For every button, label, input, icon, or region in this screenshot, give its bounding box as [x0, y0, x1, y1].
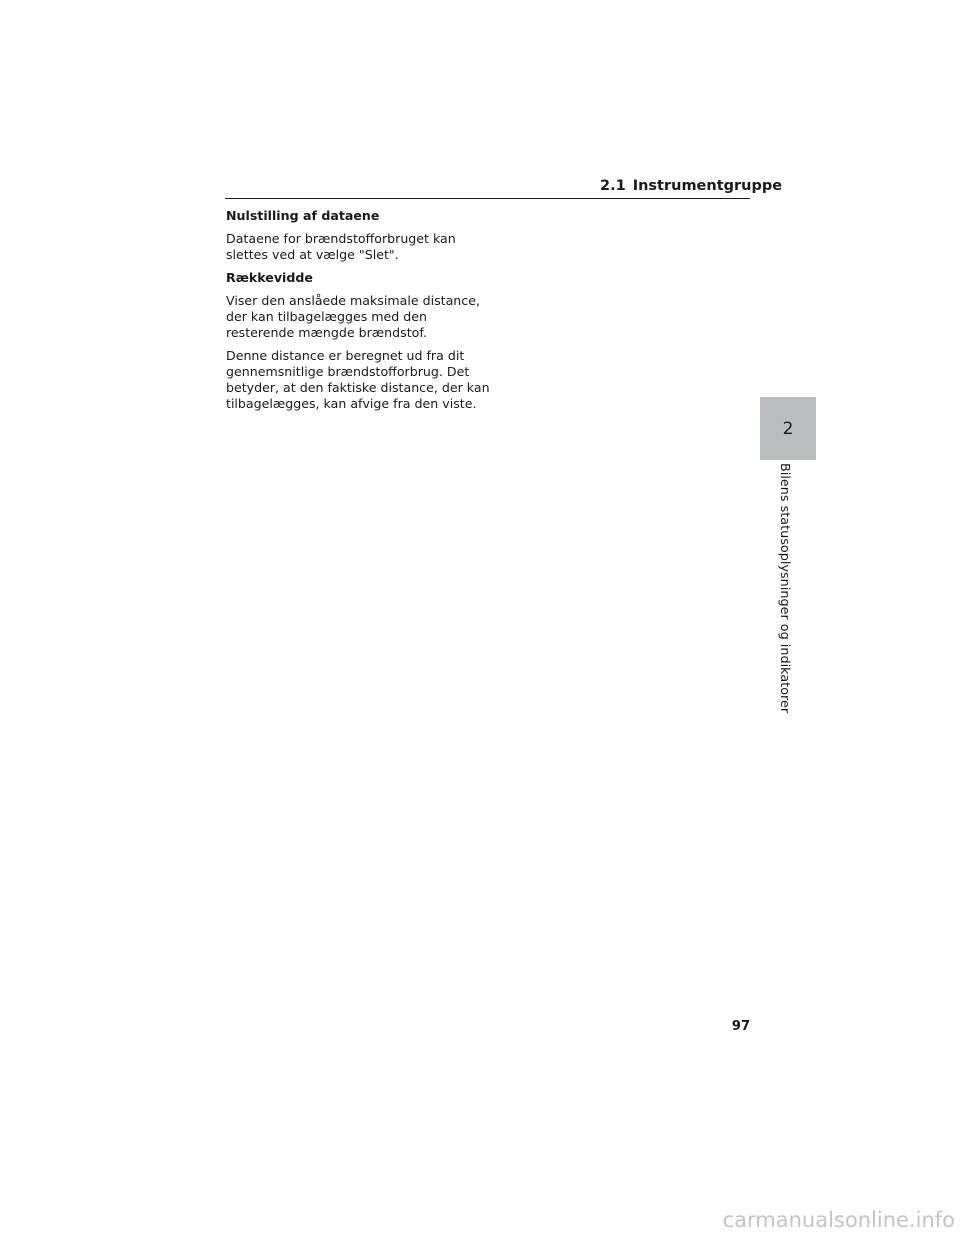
reset-paragraph [226, 231, 476, 263]
page-number: 97 [731, 1019, 750, 1034]
watermark: carmanualsonline.info [722, 1208, 955, 1232]
text-line: resterende mængde brændstof. [226, 325, 427, 340]
text-line: Denne distance er beregnet ud fra dit [226, 348, 465, 363]
text-line: betyder, at den faktiske distance, der kan [226, 380, 490, 395]
text-line: der kan tilbagelægges med den [226, 309, 427, 324]
range-paragraph-1 [226, 293, 480, 341]
header-rule [225, 198, 750, 199]
text-line: gennemsnitlige brændstofforbrug. Det [226, 364, 470, 379]
main-content [226, 208, 490, 419]
running-header [600, 178, 783, 194]
text-line: tilbagelægges, kan afvige fra den viste. [226, 396, 477, 411]
chapter-title-text: Bilens statusoplysninger og indikatorer [777, 463, 792, 714]
reset-heading: Nulstilling af dataene [226, 208, 380, 223]
chapter-title [776, 463, 796, 714]
chapter-tab[interactable] [760, 397, 816, 460]
section-title: Instrumentgruppe [632, 178, 783, 194]
range-heading: Rækkevidde [226, 270, 313, 285]
text-line: slettes ved at vælge "Slet". [226, 247, 399, 262]
chapter-number: 2 [782, 418, 794, 439]
range-paragraph-2 [226, 348, 490, 412]
text-line: Viser den anslåede maksimale distance, [226, 293, 480, 308]
text-line: Dataene for brændstofforbruget kan [226, 231, 456, 246]
section-number: 2.1 [600, 178, 626, 194]
